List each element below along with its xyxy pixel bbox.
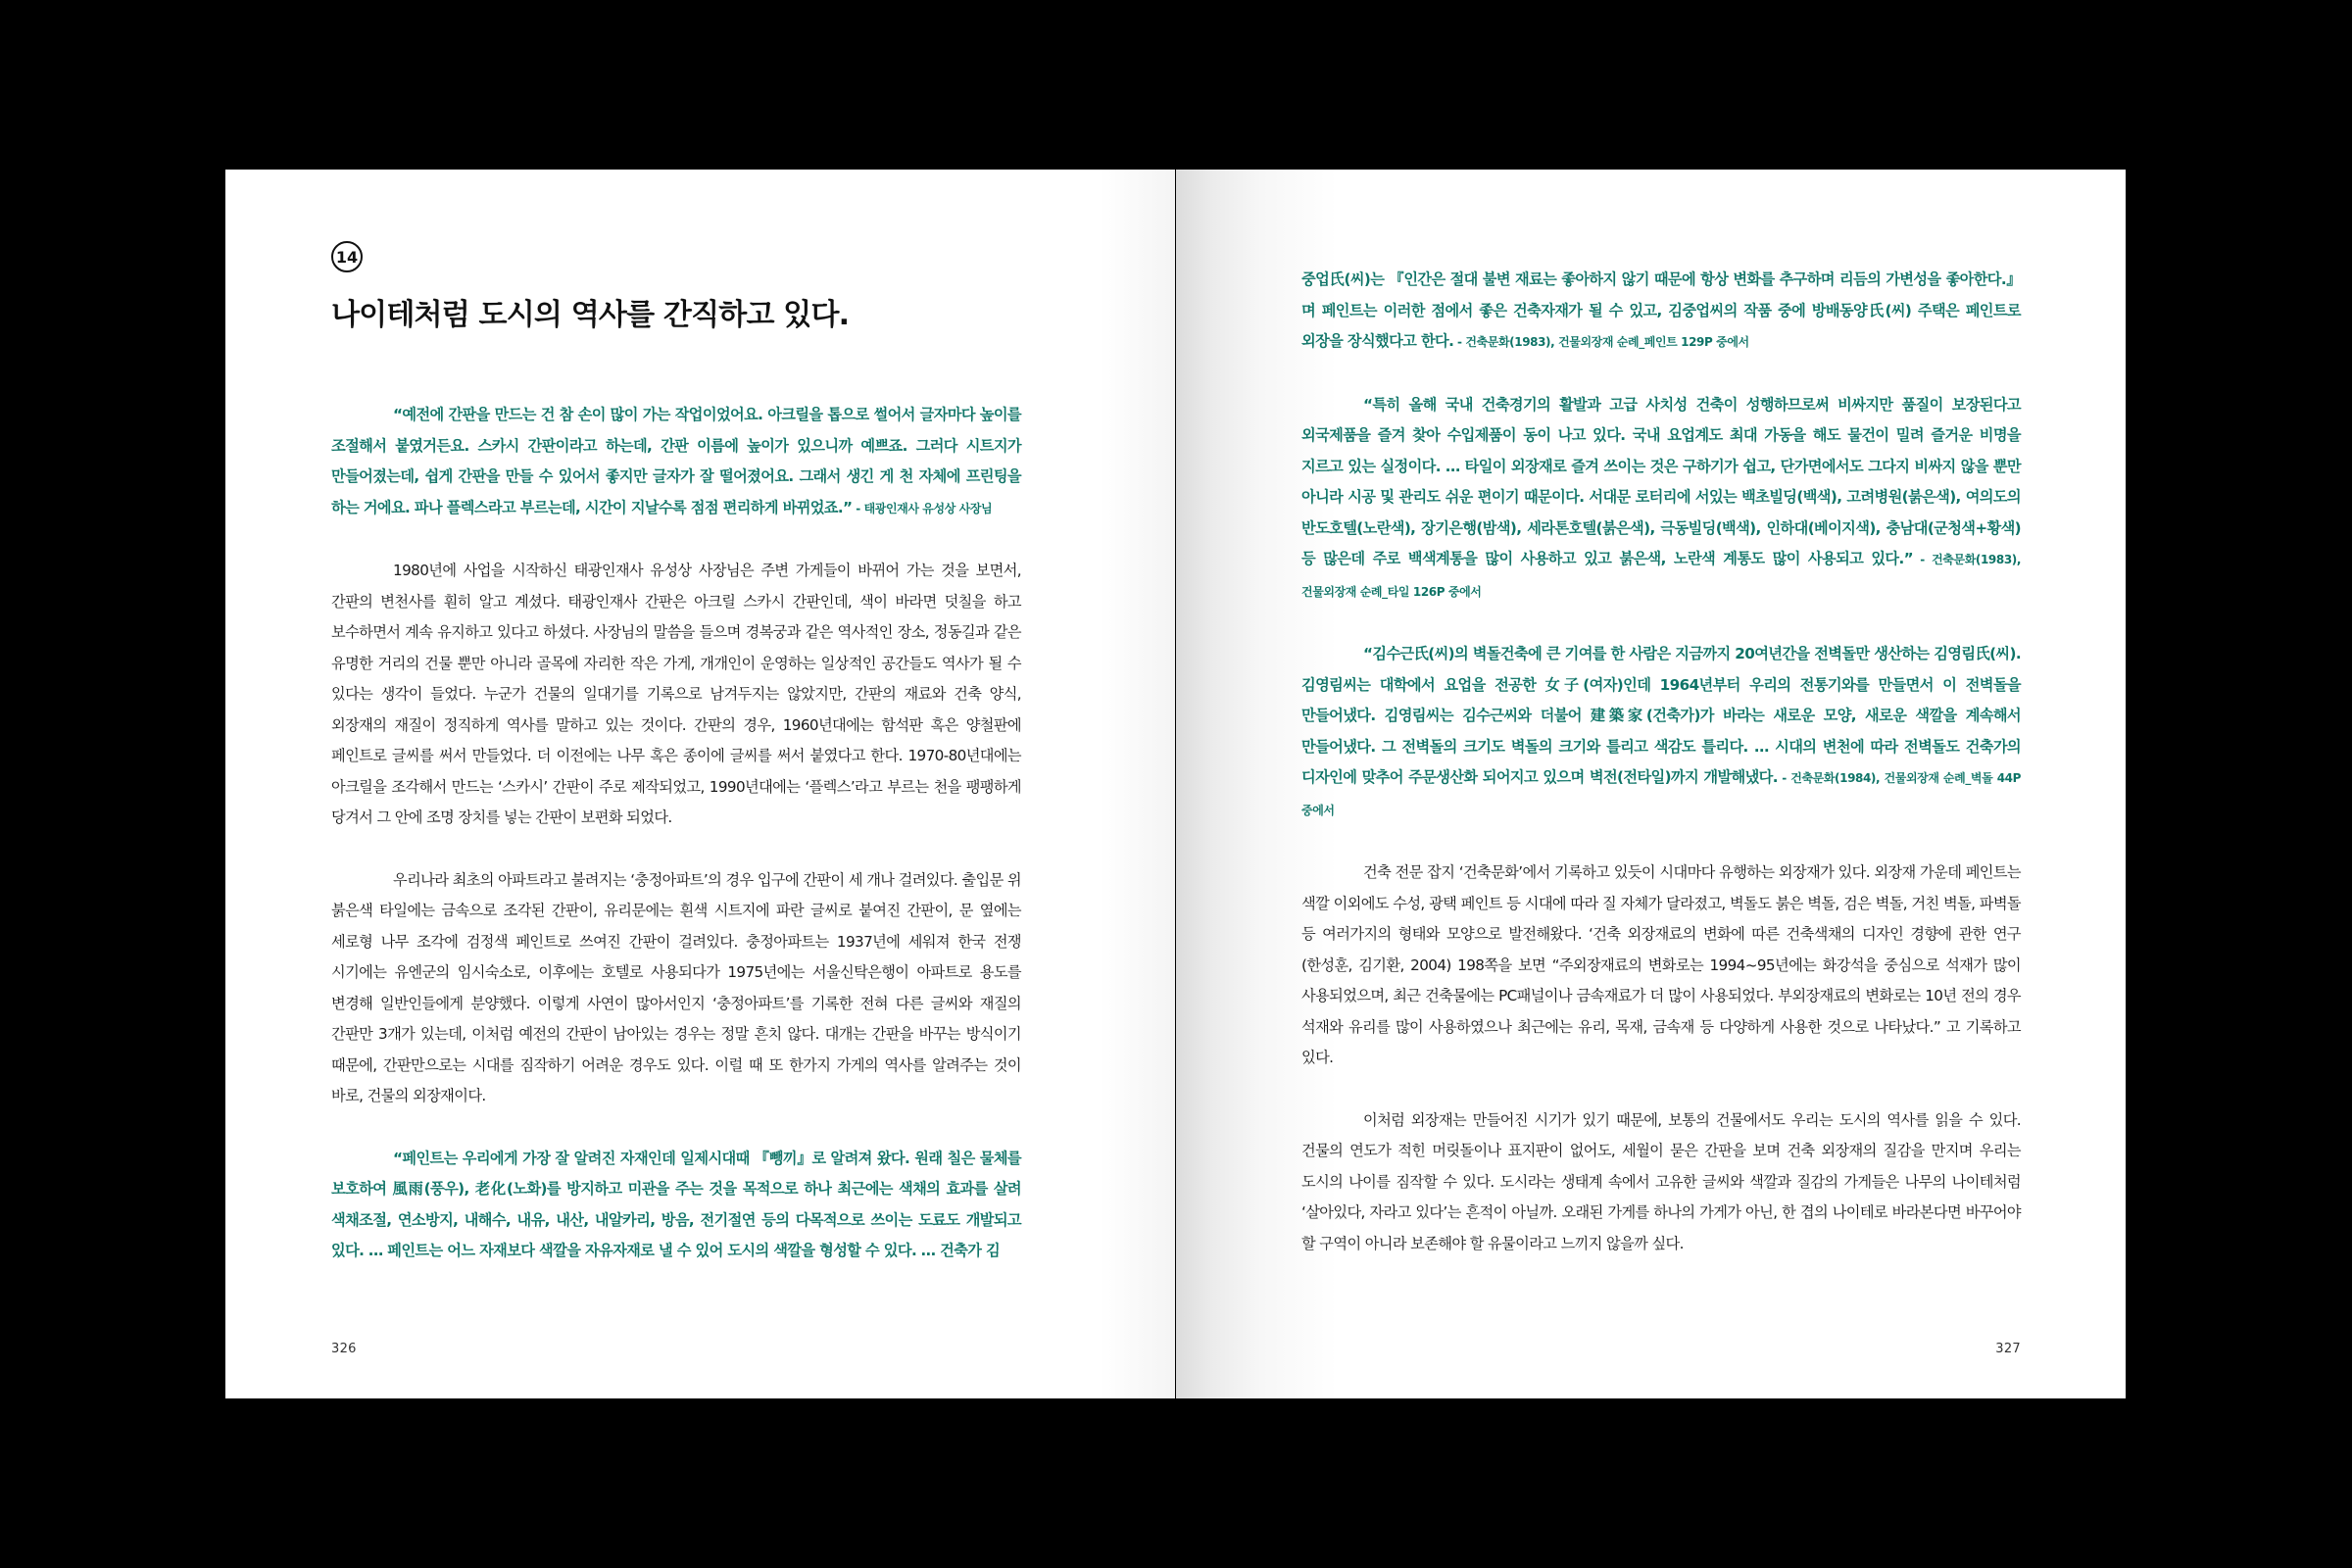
- quote-paragraph: [331, 400, 1021, 524]
- quote-citation: - 건축문화(1984), 건물외장재 순례_벽돌 44P 중에서: [1301, 771, 2021, 817]
- body-paragraph: 이처럼 외장재는 만들어진 시기가 있기 때문에, 보통의 건물에서도 우리는 도시의 역사를 읽을 수 있다. 건물의 연도가 적힌 머릿돌이나 표지판이 없어도, 세월이 묻은 간판을 보며 건축 외장재의 질감을 만지며 우리는 도시의 나이를 짐작할 수 있다. 도시라는 생태계 속에서 고유한 글씨와 색깔과 질감의 가게들은 나무의 나이테처럼 ‘살아있다, 자라고 있다’는 흔적이 아닐까. 오래된 가게를 하나의 가게가 아닌, 한 겹의 나이테로 바라본다면 바꾸어야 할 구역이 아니라 보존해야 할 유물이라고 느끼지 않을까 싶다.: [1301, 1110, 2021, 1252]
- chapter-title: 나이테처럼 도시의 역사를 간직하고 있다.: [331, 298, 850, 332]
- quote-paragraph: [1301, 390, 2021, 609]
- page-number: 327: [1995, 1342, 2021, 1356]
- quote-text: “특히 올해 국내 건축경기의 활발과 고급 사치성 건축이 성행하므로써 비싸지만 품질이 보장된다고 외국제품을 즐겨 찾아 수입제품이 동이 나고 있다. 국내 요업계도 최대 가동을 해도 물건이 밀려 즐거운 비명을 지르고 있는 실정이다. … 타일이 외장재로 즐겨 쓰이는 것은 구하기가 쉽고, 단가면에서도 그다지 비싸지 않을 뿐만 아니라 시공 및 관리도 쉬운 편이기 때문이다. 서대문 로터리에 서있는 백초빌딩(백색), 고려병원(붉은색), 여의도의 반도호텔(노란색), 장기은행(밤색), 세라톤호텔(붉은색), 극동빌딩(백색), 인하대(베이지색), 충남대(군청색+황색) 등 많은데 주로 백색계통을 많이 사용하고 있고 붉은색, 노란색 계통도 많이 사용되고 있다.”: [1301, 395, 2021, 567]
- quote-citation: - 태광인재사 유성상 사장님: [852, 501, 993, 515]
- book-spread: [225, 170, 2126, 1398]
- quote-paragraph: “페인트는 우리에게 가장 잘 알려진 자재인데 일제시대때 『뺑끼』로 알려져 왔다. 원래 칠은 물체를 보호하여 風雨(풍우), 老化(노화)를 방지하고 미관을 주는 것을 목적으로 하나 최근에는 색채의 효과를 살려 색채조절, 연소방지, 내해수, 내유, 내산, 내알카리, 방음, 전기절연 등의 다목적으로 쓰이는 도료도 개발되고 있다. … 페인트는 어느 자재보다 색깔을 자유자재로 낼 수 있어 도시의 색깔을 형성할 수 있다. … 건축가 김: [331, 1149, 1021, 1259]
- quote-text: “김수근氏(씨)의 벽돌건축에 큰 기여를 한 사람은 지금까지 20여년간을 전벽돌만 생산하는 김영림氏(씨). 김영림씨는 대학에서 요업을 전공한 女子(여자)인데 1964년부터 우리의 전통기와를 만들면서 이 전벽돌을 만들어냈다. 김영림씨는 김수근씨와 더불어 建築家(건축가)가 바라는 새로운 모양, 새로운 색깔을 계속해서 만들어냈다. 그 전벽돌의 크기도 벽돌의 크기와 틀리고 색감도 틀리다. … 시대의 변천에 따라 전벽돌도 건축가의 디자인에 맞추어 주문생산화 되어지고 있으며 벽전(전타일)까지 개발해냈다.: [1301, 645, 2021, 786]
- right-page: [1176, 170, 2126, 1398]
- quote-citation: - 건축문화(1983), 건물외장재 순례_페인트 129P 중에서: [1453, 335, 1749, 349]
- quote-text: 중업氏(씨)는 『인간은 절대 불변 재료는 좋아하지 않기 때문에 항상 변화를 추구하며 리듬의 가변성을 좋아한다.』며 페인트는 이러한 점에서 좋은 건축자재가 될 수 있고, 김중업씨의 작품 중에 방배동양氏(씨) 주택은 페인트로 외장을 장식했다고 한다.: [1301, 270, 2021, 350]
- quote-paragraph: [1301, 639, 2021, 826]
- quote-text: “예전에 간판을 만드는 건 참 손이 많이 가는 작업이었어요. 아크릴을 톱으로 썰어서 글자마다 높이를 조절해서 붙였거든요. 스카시 간판이라고 하는데, 간판 이름에 높이가 있으니까 예쁘죠. 그러다 시트지가 만들어졌는데, 쉽게 간판을 만들 수 있어서 좋지만 글자가 잘 떨어졌어요. 그래서 생긴 게 천 자체에 프린팅을 하는 거에요. 파나 플렉스라고 부르는데, 시간이 지날수록 점점 편리하게 바뀌었죠.”: [331, 406, 1021, 516]
- quote-paragraph: [1301, 265, 2021, 359]
- quote-citation: - 건축문화(1983), 건물외장재 순례_타일 126P 중에서: [1301, 553, 2022, 599]
- page-number: 326: [331, 1342, 357, 1356]
- body-paragraph: 우리나라 최초의 아파트라고 불려지는 ‘충정아파트’의 경우 입구에 간판이 세 개나 걸려있다. 출입문 위 붉은색 타일에는 금속으로 조각된 간판이, 유리문에는 흰색 시트지에 파란 글씨로 붙여진 간판이, 문 옆에는 세로형 나무 조각에 검정색 페인트로 쓰여진 간판이 걸려있다. 충정아파트는 1937년에 세워져 한국 전쟁 시기에는 유엔군의 임시숙소로, 이후에는 호텔로 사용되다가 1975년에는 서울신탁은행이 아파트로 용도를 변경해 일반인들에게 분양했다. 이렇게 사연이 많아서인지 ‘충정아파트’를 기록한 전혀 다른 글씨와 재질의 간판만 3개가 있는데, 이처럼 예전의 간판이 남아있는 경우는 정말 흔치 않다. 대개는 간판을 바꾸는 방식이기 때문에, 간판만으로는 시대를 짐작하기 어려운 경우도 있다. 이럴 때 또 한가지 가게의 역사를 알려주는 것이 바로, 건물의 외장재이다.: [331, 870, 1021, 1104]
- left-page: [225, 170, 1175, 1398]
- body-paragraph: 건축 전문 잡지 ‘건축문화’에서 기록하고 있듯이 시대마다 유행하는 외장재가 있다. 외장재 가운데 페인트는 색깔 이외에도 수성, 광택 페인트 등 시대에 따라 질 자체가 달라졌고, 벽돌도 붉은 벽돌, 검은 벽돌, 거친 벽돌, 파벽돌 등 여러가지의 형태와 모양으로 발전해왔다. ‘건축 외장재료의 변화에 따른 건축색채의 디자인 경향에 관한 연구(한성훈, 김기환, 2004) 198쪽을 보면 “주외장재료의 변화로는 1994~95년에는 화강석을 중심으로 석재가 많이 사용되었으며, 최근 건축물에는 PC패널이나 금속재료가 더 많이 사용되었다. 부외장재료의 변화로는 10년 전의 경우 석재와 유리를 많이 사용하였으나 최근에는 유리, 목재, 금속재 등 다양하게 사용한 것으로 나타났다.” 고 기록하고 있다.: [1301, 863, 2022, 1066]
- body-paragraph: 1980년에 사업을 시작하신 태광인재사 유성상 사장님은 주변 가게들이 바뀌어 가는 것을 보면서, 간판의 변천사를 훤히 알고 계셨다. 태광인재사 간판은 아크릴 스카시 간판인데, 색이 바라면 덧칠을 하고 보수하면서 계속 유지하고 있다고 하셨다. 사장님의 말씀을 들으며 경복궁과 같은 역사적인 장소, 정동길과 같은 유명한 거리의 건물 뿐만 아니라 골목에 자리한 작은 가게, 개개인이 운영하는 일상적인 공간들도 역사가 될 수 있다는 생각이 들었다. 누군가 건물의 일대기를 기록으로 남겨두지는 않았지만, 간판의 재료와 건축 양식, 외장재의 재질이 정직하게 역사를 말하고 있는 것이다. 간판의 경우, 1960년대에는 함석판 혹은 양철판에 페인트로 글씨를 써서 만들었다. 더 이전에는 나무 혹은 종이에 글씨를 써서 붙였다고 한다. 1970-80년대에는 아크릴을 조각해서 만드는 ‘스카시’ 간판이 주로 제작되었고, 1990년대에는 ‘플렉스’라고 부르는 천을 팽팽하게 당겨서 그 안에 조명 장치를 넣는 간판이 보편화 되었다.: [331, 562, 1021, 826]
- chapter-number-badge: 14: [331, 241, 363, 272]
